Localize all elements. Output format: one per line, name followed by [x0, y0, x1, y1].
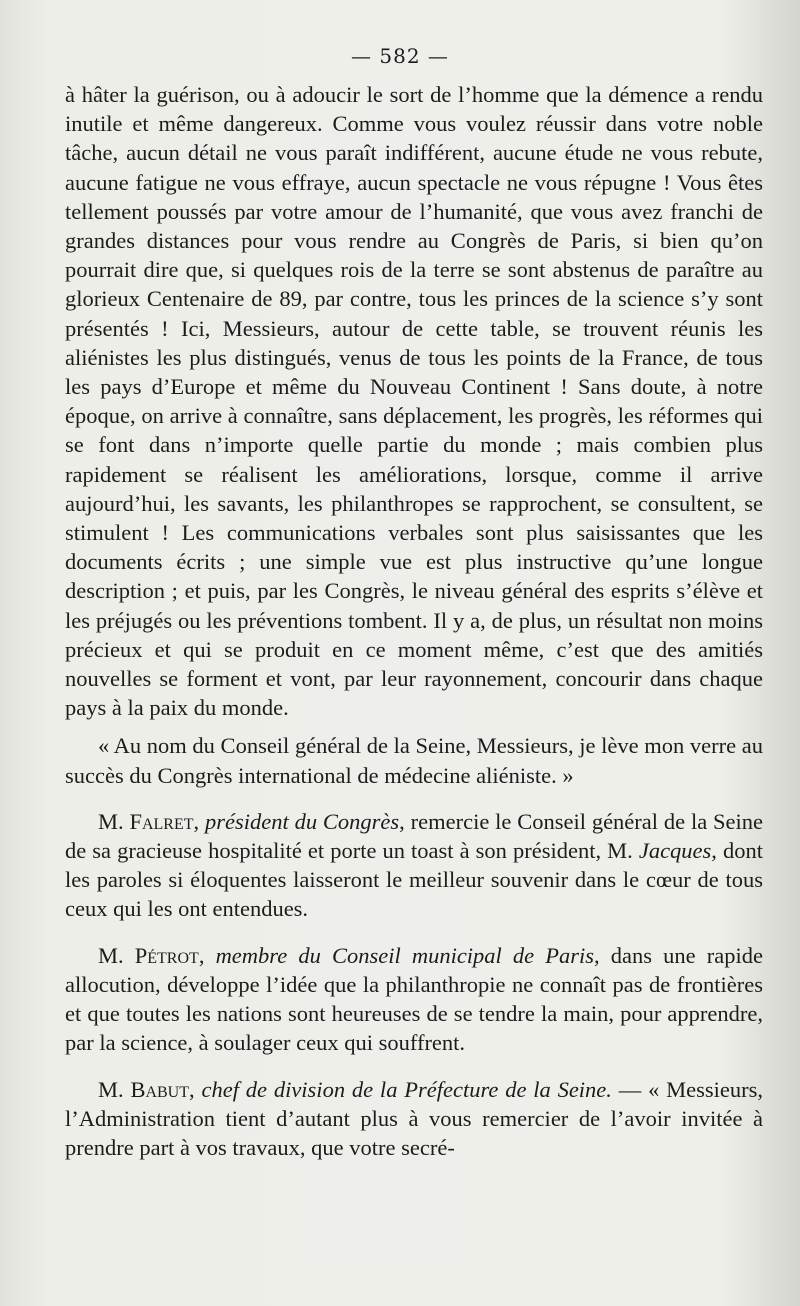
paragraph-text: , dont les paroles si éloquentes laisseront le meilleur souvenir dans le cœur de tous ceux qui les ont entendues.	[65, 838, 763, 922]
speaker-title: membre du Conseil municipal de Paris	[215, 942, 595, 968]
speaker-title: président du Congrès	[205, 808, 400, 834]
paragraph-toast-speech: à hâter la guérison, ou à adoucir le sort de l’homme que la démence a rendu inutile et même dangereux. Comme vous voulez réussir dans votre noble tâche, aucun détail ne vous paraît indifférent, aucune étude ne vous rebute, aucune fatigue ne vous effraye, aucun spectacle ne vous répugne ! Vous êtes tellement poussés par votre amour de l’humanité, que vous avez franchi de grandes distances pour vous rendre au Congrès de Paris, si bien qu’on pourrait dire que, si quelques rois de la terre se sont abstenus de paraître au glorieux Centenaire de 89, par contre, tous les princes de la science s’y sont présentés ! Ici, Messieurs, autour de cette table, se trouvent réunis les aliénistes les plus distingués, venus de tous les points de la France, de tous les pays d’Europe et même du Nouveau Continent ! Sans doute, à notre époque, on arrive à connaître, sans déplacement, les progrès, les réformes qui se font dans n’importe quelle partie du monde ; mais combien plus rapidement se réalisent les améliorations, lorsque, comme il arrive aujourd’hui, les savants, les philanthropes se rapprochent, se consultent, se stimulent ! Les communications verbales sont plus saisissantes que les documents écrits ; une simple vue est plus instructive qu’une longue description ; et puis, par les Congrès, le niveau général des esprits s’élève et les préjugés ou les préventions tombent. Il y a, de plus, un résultat non moins précieux et qui se produit en ce moment même, c’est que des amitiés nouvelles se forment et vont, par leur rayonnement, concourir dans chaque pays à la paix du monde.	[65, 82, 763, 721]
paragraph-text: remercie le Conseil général de la Seine de sa gracieuse hospitalité et porte un toast à son président, M.	[65, 808, 764, 864]
speaker-name: M. Pétrot	[98, 942, 199, 968]
paragraph-toast-closing: « Au nom du Conseil général de la Seine, Messieurs, je lève mon verre au succès du Congrès international de médecine aliéniste. »	[65, 733, 763, 788]
page-number: — 582 —	[351, 44, 449, 68]
paragraph-text: « Messieurs, l’Administration tient d’autant plus à vous remercier de l’avoir invitée à prendre part à vos travaux, que votre secré-	[65, 1076, 764, 1160]
person-name: Jacques	[638, 838, 712, 864]
speaker-name: M. Falret	[98, 808, 194, 834]
speaker-title: chef de division de la Préfecture de la Seine.	[201, 1076, 612, 1102]
paragraph-petrot: M. Pétrot, membre du Conseil municipal de Paris, dans une rapide allocution, développe l’idée que la philanthropie ne connaît pas de frontières et que toutes les nations sont heureuses de se tendre la main, pour apprendre, par la science, à soulager ceux qui souffrent.	[65, 942, 763, 1056]
paragraph-babut: M. Babut, chef de division de la Préfecture de la Seine. — « Messieurs, l’Administration tient d’autant plus à vous remercier de l’avoir invitée à prendre part à vos travaux, que votre secré-	[65, 1076, 764, 1160]
paragraph-falret: M. Falret, président du Congrès, remercie le Conseil général de la Seine de sa gracieuse hospitalité et porte un toast à son président, M. Jacques, dont les paroles si éloquentes laisseront le meilleur souvenir dans le cœur de tous ceux qui les ont entendues.	[65, 808, 764, 922]
speaker-name: M. Babut	[98, 1076, 190, 1102]
body-text	[65, 80, 763, 1162]
dash: —	[611, 1076, 642, 1102]
paragraph-text: dans une rapide allocution, développe l’idée que la philanthropie ne connaît pas de frontières et que toutes les nations sont heureuses de se tendre la main, pour apprendre, par la science, à soulager ceux qui souffrent.	[65, 942, 763, 1056]
